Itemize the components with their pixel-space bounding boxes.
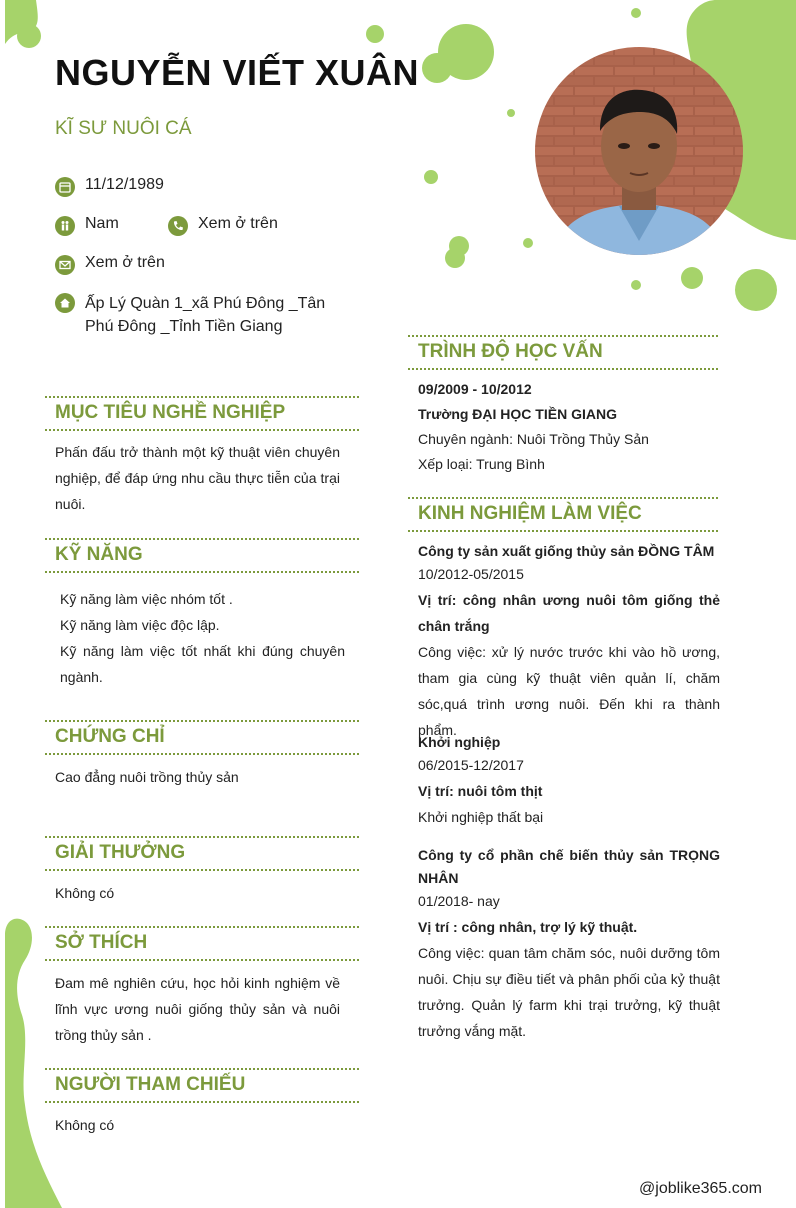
education-school: Trường ĐẠI HỌC TIỀN GIANG xyxy=(418,406,617,422)
experience-section-header xyxy=(408,497,718,532)
education-heading: TRÌNH ĐỘ HỌC VẤN xyxy=(418,341,603,362)
references-section-header xyxy=(45,1068,359,1103)
home-icon xyxy=(55,293,75,313)
skills-heading: KỸ NĂNG xyxy=(55,544,143,565)
education-block xyxy=(418,377,720,477)
phone-icon xyxy=(168,216,188,236)
hobbies-heading: SỞ THÍCH xyxy=(55,932,148,953)
job-entry xyxy=(418,731,720,830)
job-period: 10/2012-05/2015 xyxy=(418,566,524,582)
footer-watermark: @joblike365.com xyxy=(639,1180,762,1197)
job-company: Công ty cổ phần chế biến thủy sản TRỌNG NHÂN xyxy=(418,847,720,886)
certificates-section-header xyxy=(45,720,359,755)
education-period: 09/2009 - 10/2012 xyxy=(418,381,532,397)
avatar xyxy=(534,46,744,256)
gender-icon xyxy=(55,216,75,236)
job-position: Vị trí : công nhân, trợ lý kỹ thuật. xyxy=(418,919,638,935)
address-value: Ấp Lý Quàn 1_xã Phú Đông _Tân Phú Đông _Tỉnh Tiền Giang xyxy=(85,295,326,335)
awards-section-header xyxy=(45,836,359,871)
birthday-value: 11/12/1989 xyxy=(85,176,164,193)
job-entry xyxy=(418,540,720,743)
job-position: Vị trí: nuôi tôm thịt xyxy=(418,783,543,799)
email-value: Xem ở trên xyxy=(85,254,165,271)
skills-section-header xyxy=(45,538,359,573)
references-heading: NGƯỜI THAM CHIẾU xyxy=(55,1074,246,1095)
experience-heading: KINH NGHIỆM LÀM VIỆC xyxy=(418,503,642,524)
calendar-icon xyxy=(55,177,75,197)
gender-value: Nam xyxy=(85,215,119,232)
hobbies-section-header xyxy=(45,926,359,961)
job-position: Vị trí: công nhân ương nuôi tôm giống thẻ chân trắng xyxy=(418,592,720,634)
job-entry xyxy=(418,844,720,1044)
job-title: KĨ SƯ NUÔI CÁ xyxy=(55,118,192,139)
objective-heading: MỤC TIÊU NGHỀ NGHIỆP xyxy=(55,402,286,423)
awards-text: Không có xyxy=(55,885,115,901)
job-description: Công việc: xử lý nước trước khi vào hồ ương, tham gia cùng kỹ thuật viên quản lí, chăm sóc,quá trình ương nuôi. Đến khi ra thành phẩm. xyxy=(418,644,720,738)
email-icon xyxy=(55,255,75,275)
references-text: Không có xyxy=(55,1117,115,1133)
birthday-row xyxy=(55,176,164,197)
certificates-heading: CHỨNG CHỈ xyxy=(55,726,165,747)
gender-row xyxy=(55,215,119,236)
education-rank: Xếp loại: Trung Bình xyxy=(418,456,545,472)
education-section-header xyxy=(408,335,718,370)
skill-item: Kỹ năng làm việc nhóm tốt . xyxy=(60,591,233,607)
awards-heading: GIẢI THƯỞNG xyxy=(55,842,186,863)
email-row xyxy=(55,254,165,275)
job-company: Khởi nghiệp xyxy=(418,734,501,750)
objective-text: Phấn đấu trở thành một kỹ thuật viên chuyên nghiệp, để đáp ứng nhu cầu thực tiễn của trại nuôi. xyxy=(55,444,340,512)
hobbies-text: Đam mê nghiên cứu, học hỏi kinh nghiệm về lĩnh vực ương nuôi giống thủy sản và nuôi trồng thủy sản . xyxy=(55,975,340,1043)
skill-item: Kỹ năng làm việc độc lập. xyxy=(60,617,220,633)
job-period: 01/2018- nay xyxy=(418,893,500,909)
skills-list xyxy=(60,586,345,690)
certificates-text: Cao đẳng nuôi trồng thủy sản xyxy=(55,769,239,785)
job-period: 06/2015-12/2017 xyxy=(418,757,524,773)
education-major: Chuyên ngành: Nuôi Trồng Thủy Sản xyxy=(418,431,649,447)
candidate-name: NGUYỄN VIẾT XUÂN xyxy=(55,52,420,93)
job-company: Công ty sản xuất giống thủy sản ĐỒNG TÂM xyxy=(418,543,715,559)
job-description: Khởi nghiệp thất bại xyxy=(418,809,544,825)
phone-row xyxy=(168,215,278,236)
skill-item: Kỹ năng làm việc tốt nhất khi đúng chuyên ngành. xyxy=(60,643,345,685)
phone-value: Xem ở trên xyxy=(198,215,278,232)
job-description: Công việc: quan tâm chăm sóc, nuôi dưỡng tôm nuôi. Chịu sự điều tiết và phân phối của kỷ thuật trưởng. Quản lý farm khi trại trưởng, kỹ thuật trưởng vắng mặt. xyxy=(418,945,720,1039)
objective-section-header xyxy=(45,396,359,431)
address-row xyxy=(55,292,355,338)
